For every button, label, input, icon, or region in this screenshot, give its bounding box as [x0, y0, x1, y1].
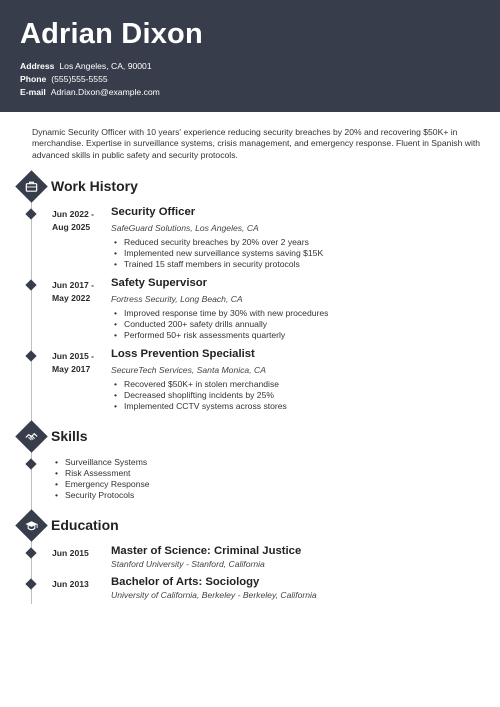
list-item: • Implemented new surveillance systems saving $15K: [114, 248, 323, 259]
education-degree: Bachelor of Arts: Sociology: [111, 576, 260, 588]
list-item: • Recovered $50K+ in stolen merchandise: [114, 379, 287, 390]
list-item: • Decreased shoplifting incidents by 25%: [114, 390, 287, 401]
contact-label: Phone: [20, 74, 47, 84]
list-item: • Improved response time by 30% with new procedures: [114, 308, 328, 319]
list-item: • Emergency Response: [55, 479, 150, 490]
contact-address: [20, 61, 152, 71]
timeline-marker: [25, 208, 36, 219]
list-item: • Surveillance Systems: [55, 457, 150, 468]
timeline-marker: [25, 547, 36, 558]
job-date-start: Jun 2017 -: [52, 280, 95, 290]
contact-phone: [20, 74, 108, 84]
contact-value: Los Angeles, CA, 90001: [59, 61, 152, 71]
section-title-work-history: Work History: [51, 178, 138, 194]
timeline-marker: [25, 279, 36, 290]
list-item: • Trained 15 staff members in security protocols: [114, 259, 323, 270]
job-company: Fortress Security, Long Beach, CA: [111, 294, 243, 304]
skills-list: [55, 457, 150, 501]
contact-label: Address: [20, 61, 55, 71]
timeline-marker: [25, 458, 36, 469]
professional-summary: Dynamic Security Officer with 10 years' experience reducing security breaches by 20% and recovering $50K+ in merchandise. Expertise in surveillance systems, crisis management, and emergency response. Fluent in Spanish with advanced skills in public safety and security protocols.: [32, 127, 481, 160]
timeline-marker: [25, 350, 36, 361]
list-item: • Implemented CCTV systems across stores: [114, 401, 287, 412]
job-title: Security Officer: [111, 206, 196, 218]
job-company: SecureTech Services, Santa Monica, CA: [111, 365, 266, 375]
job-date-end: May 2022: [52, 292, 91, 303]
timeline-marker: [25, 578, 36, 589]
education-degree: Master of Science: Criminal Justice: [111, 545, 302, 557]
education-date: Jun 2013: [52, 579, 89, 589]
job-date-start: Jun 2022 -: [52, 209, 95, 219]
list-item: • Performed 50+ risk assessments quarterly: [114, 330, 328, 341]
graduation-cap-icon: [20, 514, 43, 537]
list-item: • Conducted 200+ safety drills annually: [114, 319, 328, 330]
education-school: Stanford University - Stanford, California: [111, 559, 265, 569]
education-school: University of California, Berkeley - Berkeley, California: [111, 590, 317, 600]
list-item: • Reduced security breaches by 20% over 2 years: [114, 237, 323, 248]
contact-label: E-mail: [20, 87, 46, 97]
job-title: Safety Supervisor: [111, 277, 208, 289]
candidate-name: Adrian Dixon: [20, 18, 203, 50]
section-title-skills: Skills: [51, 428, 88, 444]
job-date: [52, 279, 104, 304]
job-date: [52, 208, 104, 233]
job-bullets: [114, 379, 287, 412]
section-title-education: Education: [51, 517, 119, 533]
job-date-start: Jun 2015 -: [52, 351, 95, 361]
job-bullets: [114, 237, 323, 270]
list-item: • Risk Assessment: [55, 468, 150, 479]
job-bullets: [114, 308, 328, 341]
contact-value: Adrian.Dixon@example.com: [50, 87, 160, 97]
list-item: • Security Protocols: [55, 490, 150, 501]
education-date: Jun 2015: [52, 548, 89, 558]
job-date: [52, 350, 104, 375]
job-date-end: Aug 2025: [52, 221, 91, 232]
briefcase-icon: [20, 175, 43, 198]
handshake-icon: [20, 425, 43, 448]
contact-email: [20, 87, 160, 97]
resume-header: [0, 0, 500, 112]
job-title: Loss Prevention Specialist: [111, 348, 255, 360]
job-company: SafeGuard Solutions, Los Angeles, CA: [111, 223, 259, 233]
contact-value: (555)555-5555: [51, 74, 108, 84]
job-date-end: May 2017: [52, 363, 91, 374]
